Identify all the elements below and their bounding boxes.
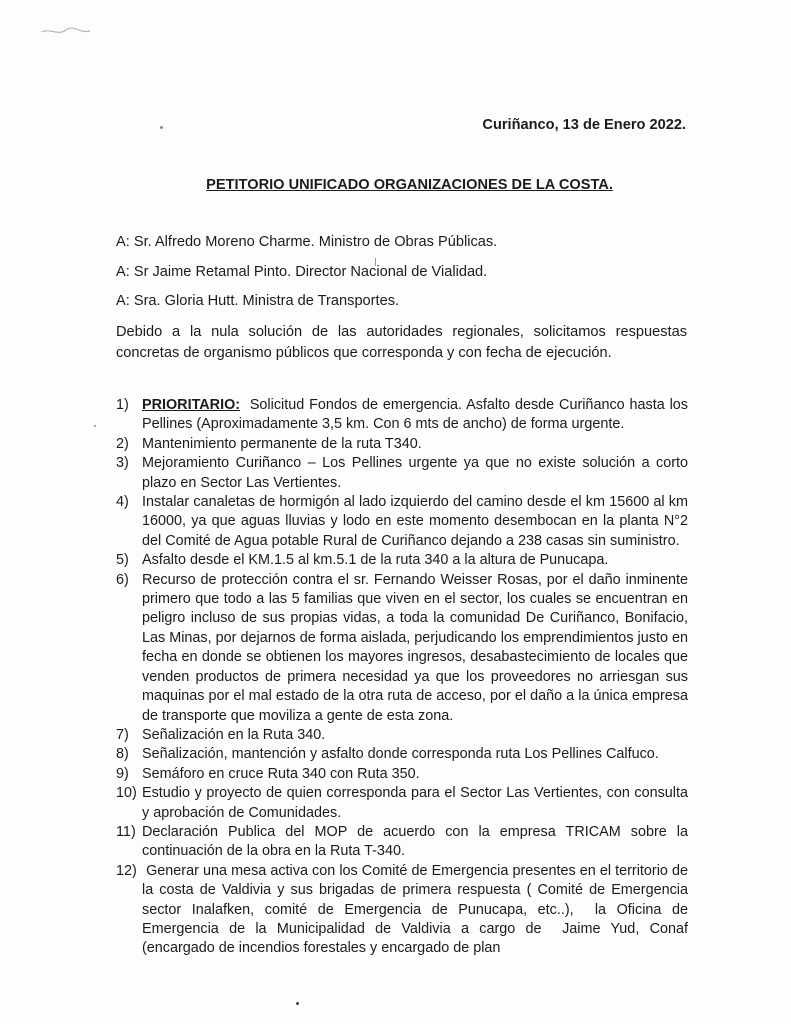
scan-speck <box>296 1002 299 1005</box>
scan-mark-icon <box>40 24 100 44</box>
addressee-line: A: Sr Jaime Retamal Pinto. Director Nacional de Vialidad. <box>116 264 488 280</box>
item-number: 6) <box>116 571 129 588</box>
list-item <box>116 745 688 764</box>
list-item <box>116 726 688 745</box>
list-item <box>116 784 688 823</box>
item-text: Declaración Publica del MOP de acuerdo con la empresa TRICAM sobre la continuación de la obra en la Ruta T-340. <box>142 823 688 860</box>
addressee-line: A: Sr. Alfredo Moreno Charme. Ministro de Obras Públicas. <box>116 234 498 250</box>
list-item <box>116 823 688 862</box>
item-number: 7) <box>116 726 129 743</box>
list-item <box>116 493 688 551</box>
list-item <box>116 571 688 726</box>
list-item <box>116 435 688 454</box>
list-item <box>116 765 688 784</box>
item-text: Instalar canaletas de hormigón al lado izquierdo del camino desde el km 15600 al km 16000, ya que aguas lluvias y lodo en este momento desembocan en la planta N°2 del Comité de Agua potable Rural de Curiñanco dejando a 238 casas sin suministro. <box>142 494 688 549</box>
item-number: 5) <box>116 552 129 569</box>
scan-speck <box>94 425 96 427</box>
list-item <box>116 862 692 959</box>
petition-list <box>116 396 692 959</box>
item-text: Señalización, mantención y asfalto donde corresponda ruta Los Pellines Calfuco. <box>142 746 659 763</box>
item-text: Semáforo en cruce Ruta 340 con Ruta 350. <box>142 765 420 782</box>
list-item <box>116 396 692 435</box>
addressee-line: A: Sra. Gloria Hutt. Ministra de Transportes. <box>116 293 400 309</box>
list-item <box>116 454 688 493</box>
date-line: Curiñanco, 13 de Enero 2022. <box>482 117 686 133</box>
item-text: Mejoramiento Curiñanco – Los Pellines urgente ya que no existe solución a corto plazo en Sector Las Vertientes. <box>142 455 688 491</box>
item-number: 2) <box>116 435 129 452</box>
item-text: Señalización en la Ruta 340. <box>142 726 326 743</box>
item-text: Solicitud Fondos de emergencia. Asfalto desde Curiñanco hasta los Pellines (Aproximadamente 3,5 km. Con 6 mts de ancho) de forma urgente. <box>142 397 692 433</box>
item-text: Generar una mesa activa con los Comité de Emergencia presentes en el territorio de la costa de Valdivia y sus brigadas de primera respuesta ( Comité de Emergencia sector Inalafken, comité de Emergencia de Punucapa, etc..), la Oficina de Emergencia de la Municipalidad de Valdivia a cargo de Jaime Yud, Conaf (encargado de incendios forestales y encargado de plan <box>142 862 692 957</box>
item-number: 1) <box>116 397 129 413</box>
item-number: 3) <box>116 455 129 472</box>
item-text: Mantenimiento permanente de la ruta T340. <box>142 435 422 452</box>
intro-paragraph: Debido a la nula solución de las autoridades regionales, solicitamos respuestas concretas de organismo públicos que corresponda y con fecha de ejecución. <box>116 324 687 361</box>
item-text: Estudio y proyecto de quien corresponda para el Sector Las Vertientes, con consulta y aprobación de Comunidades. <box>142 785 688 821</box>
item-number: 9) <box>116 765 129 782</box>
item-number: 10) <box>116 785 137 802</box>
item-number: 12) <box>116 862 137 879</box>
item-number: 4) <box>116 494 129 511</box>
item-text: Recurso de protección contra el sr. Fernando Weisser Rosas, por el daño inminente primero que todo a las 5 familias que viven en el sector, los cuales se encuentran en peligro incluso de sus propias vidas, a toda la comunidad De Curiñanco, Bonifacio, Las Minas, por dejarnos de forma aislada, perjudicando los emprendimientos justo en fecha en donde se obtienen los mayores ingresos, desabastecimiento de locales que venden productos de primera necesidad ya que los proveedores no arriesgan sus maquinas por el mal estado de la otra ruta de acceso, por el daño a la única empresa de transporte que moviliza a gente de esta zona. <box>142 571 688 724</box>
document-title: PETITORIO UNIFICADO ORGANIZACIONES DE LA COSTA. <box>206 177 613 193</box>
list-item <box>116 551 688 570</box>
item-text: Asfalto desde el KM.1.5 al km.5.1 de la ruta 340 a la altura de Punucapa. <box>142 552 609 569</box>
priority-label: PRIORITARIO: <box>142 397 241 413</box>
item-number: 11) <box>116 823 136 840</box>
item-number: 8) <box>116 746 129 763</box>
scan-speck <box>160 126 163 129</box>
